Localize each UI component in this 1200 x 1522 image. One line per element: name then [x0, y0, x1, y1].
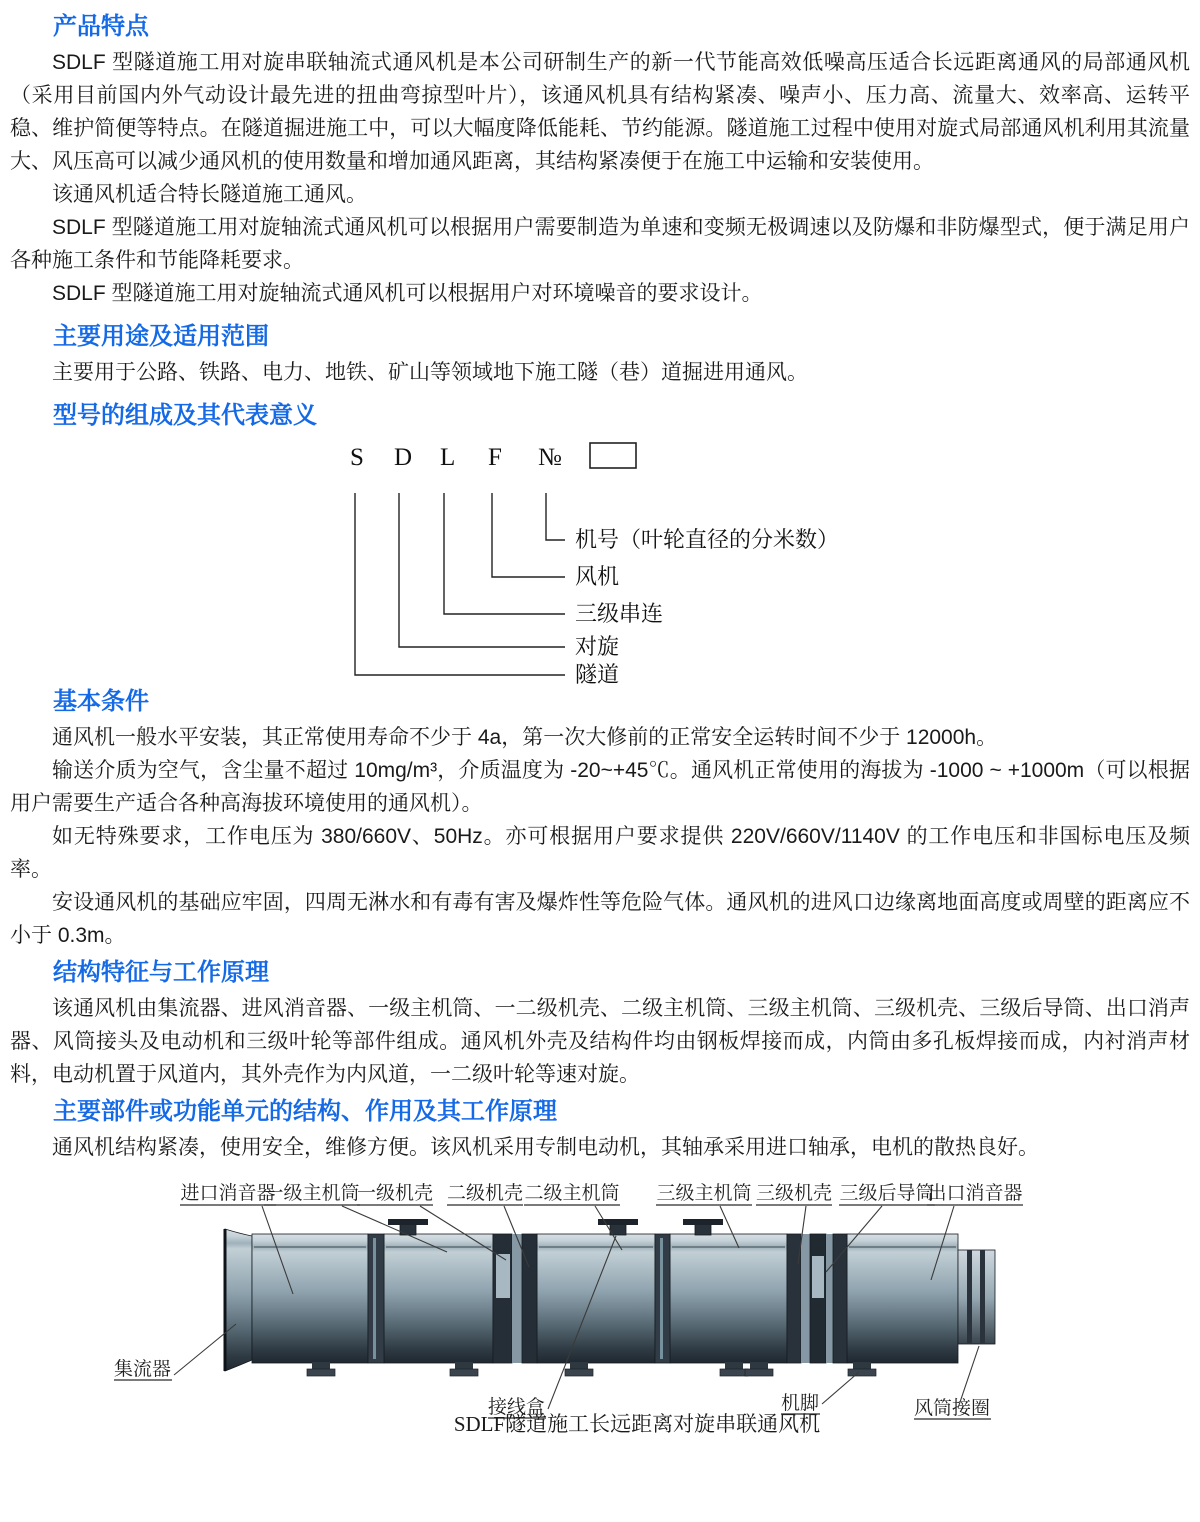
inlet-silencer-cylinder: [252, 1234, 368, 1363]
label-junction-box: 接线盒: [488, 1397, 546, 1418]
connector-line-l: [444, 493, 565, 614]
casing-window: [812, 1256, 824, 1298]
paragraph: 输送介质为空气，含尘量不超过 10mg/m³，介质温度为 -20~+45℃。通风机正常使用的海拔为 -1000 ~ +1000m（可以根据用户需要生产适合各种高海拔环境使用的通风机）。: [10, 759, 1190, 815]
collar-ring: [967, 1250, 972, 1344]
model-label-tunnel: 隧道: [575, 662, 620, 687]
figure-caption: SDLF隧道施工长远距离对旋串联通风机: [453, 1412, 821, 1436]
rear-guide-band: [833, 1234, 847, 1363]
casing-window: [496, 1254, 510, 1298]
connector-line-f: [492, 493, 565, 577]
leader-line: [822, 1372, 859, 1404]
connector-line-d: [399, 493, 565, 647]
junction-box-cap: [388, 1219, 428, 1235]
label-inlet-silencer: 进口消音器: [180, 1183, 276, 1204]
label-stage3-main-cylinder: 三级主机筒: [656, 1183, 752, 1204]
label-machine-foot: 机脚: [781, 1393, 820, 1414]
casing-gap: [512, 1234, 522, 1363]
paragraph: 如无特殊要求，工作电压为 380/660V、50Hz。亦可根据用户要求提供 220V/660V/1140V 的工作电压和非国标电压及频率。: [10, 825, 1190, 881]
paragraph: 该通风机适合特长隧道施工通风。: [52, 183, 367, 206]
label-stage3-rear-guide: 三级后导筒: [839, 1183, 935, 1204]
paragraph: 通风机结构紧凑，使用安全，维修方便。该风机采用专制电动机，其轴承采用进口轴承，电机的散热良好。: [52, 1136, 1039, 1159]
mounting-feet: [307, 1362, 876, 1376]
model-label-contra-rotating: 对旋: [575, 634, 620, 659]
stage3-casing-block: [810, 1234, 826, 1363]
flange-gap: [660, 1238, 663, 1359]
casing-gap: [826, 1234, 833, 1363]
model-letter-f: F: [488, 444, 502, 471]
paragraph: SDLF 型隧道施工用对旋串联轴流式通风机是本公司研制生产的新一代节能高效低噪高压适合长远距离通风的局部通风机（采用目前国内外气动设计最先进的扭曲弯掠型叶片），该通风机具有结构紧凑、噪声小、压力高、流量大、效率高、运转平稳、维护简便等特点。在隧道掘进施工中，可以大幅度降低能耗、节约能源。隧道施工过程中使用对旋式局部通风机利用其流量大、风压高可以减少通风机的使用数量和增加通风距离，其结构紧凑便于在施工中运输和安装使用。: [10, 51, 1190, 173]
model-letter-no: №: [538, 444, 562, 471]
model-letter-s: S: [350, 444, 364, 471]
document: [10, 12, 1190, 1442]
section-heading-model-designation: 型号的组成及其代表意义: [53, 402, 317, 429]
model-label-three-stage-series: 三级串连: [575, 601, 664, 626]
section-heading-product-features: 产品特点: [53, 13, 149, 40]
junction-box-cap: [683, 1219, 723, 1235]
model-label-fan-number: 机号（叶轮直径的分米数）: [575, 527, 840, 552]
paragraph: SDLF 型隧道施工用对旋轴流式通风机可以根据用户对环境噪音的要求设计。: [52, 282, 763, 305]
label-stage2-main-cylinder: 二级主机筒: [524, 1183, 620, 1204]
section-heading-main-components: 主要部件或功能单元的结构、作用及其工作原理: [53, 1098, 557, 1125]
model-size-box: [590, 443, 636, 468]
flange-gap: [373, 1238, 376, 1359]
stage3-casing-band: [787, 1234, 801, 1363]
fan-assembly-figure: [10, 1172, 1190, 1442]
label-stage2-casing: 二级机壳: [446, 1183, 524, 1204]
outlet-silencer-cylinder: [847, 1234, 958, 1363]
connector-line-no: [546, 493, 565, 540]
stage3-main-cylinder: [670, 1234, 787, 1363]
connector-line-s: [355, 493, 565, 675]
label-stage1-casing: 一级机壳: [356, 1183, 434, 1204]
paragraph: 通风机一般水平安装，其正常使用寿命不少于 4a，第一次大修前的正常安全运转时间不少于 12000h。: [52, 726, 998, 749]
paragraph: 该通风机由集流器、进风消音器、一级主机筒、一二级机壳、二级主机筒、三级主机筒、三级机壳、三级后导筒、出口消声器、风筒接头及电动机和三级叶轮等部件组成。通风机外壳及结构件均由钢板焊接而成，内筒由多孔板焊接而成，内衬消声材料，电动机置于风道内，其外壳作为内风道，一二级叶轮等速对旋。: [10, 997, 1190, 1086]
model-letter-l: L: [440, 444, 456, 471]
model-code-diagram: [10, 435, 1190, 687]
bell-mouth-inlet: [225, 1229, 252, 1371]
label-duct-collar: 风筒接圈: [914, 1398, 991, 1419]
paragraph: 安设通风机的基础应牢固，四周无淋水和有毒有害及爆炸性等危险气体。通风机的进风口边缘离地面高度或周壁的距离应不小于 0.3m。: [10, 891, 1190, 947]
label-collector: 集流器: [114, 1359, 172, 1380]
paragraph: SDLF 型隧道施工用对旋轴流式通风机可以根据用户需要制造为单速和变频无极调速以及防爆和非防爆型式，便于满足用户各种施工条件和节能降耗要求。: [10, 216, 1190, 272]
label-stage3-casing: 三级机壳: [755, 1183, 833, 1204]
label-outlet-silencer: 出口消音器: [927, 1183, 1023, 1204]
section-heading-structure-principle: 结构特征与工作原理: [53, 959, 269, 986]
model-label-fan: 风机: [575, 564, 620, 589]
stage2-main-cylinder: [537, 1234, 655, 1363]
section-heading-basic-conditions: 基本条件: [53, 688, 149, 715]
paragraph: 主要用于公路、铁路、电力、地铁、矿山等领域地下施工隧（巷）道掘进用通风。: [52, 361, 808, 384]
label-stage1-main-cylinder: 一级主机筒: [264, 1183, 360, 1204]
collar-ring: [980, 1250, 985, 1344]
stage1-main-cylinder: [384, 1234, 493, 1363]
casing-band: [522, 1234, 537, 1363]
section-heading-main-uses: 主要用途及适用范围: [53, 323, 269, 350]
duct-collar-cylinder: [958, 1250, 995, 1344]
model-letter-d: D: [394, 444, 413, 471]
casing-gap: [801, 1234, 810, 1363]
